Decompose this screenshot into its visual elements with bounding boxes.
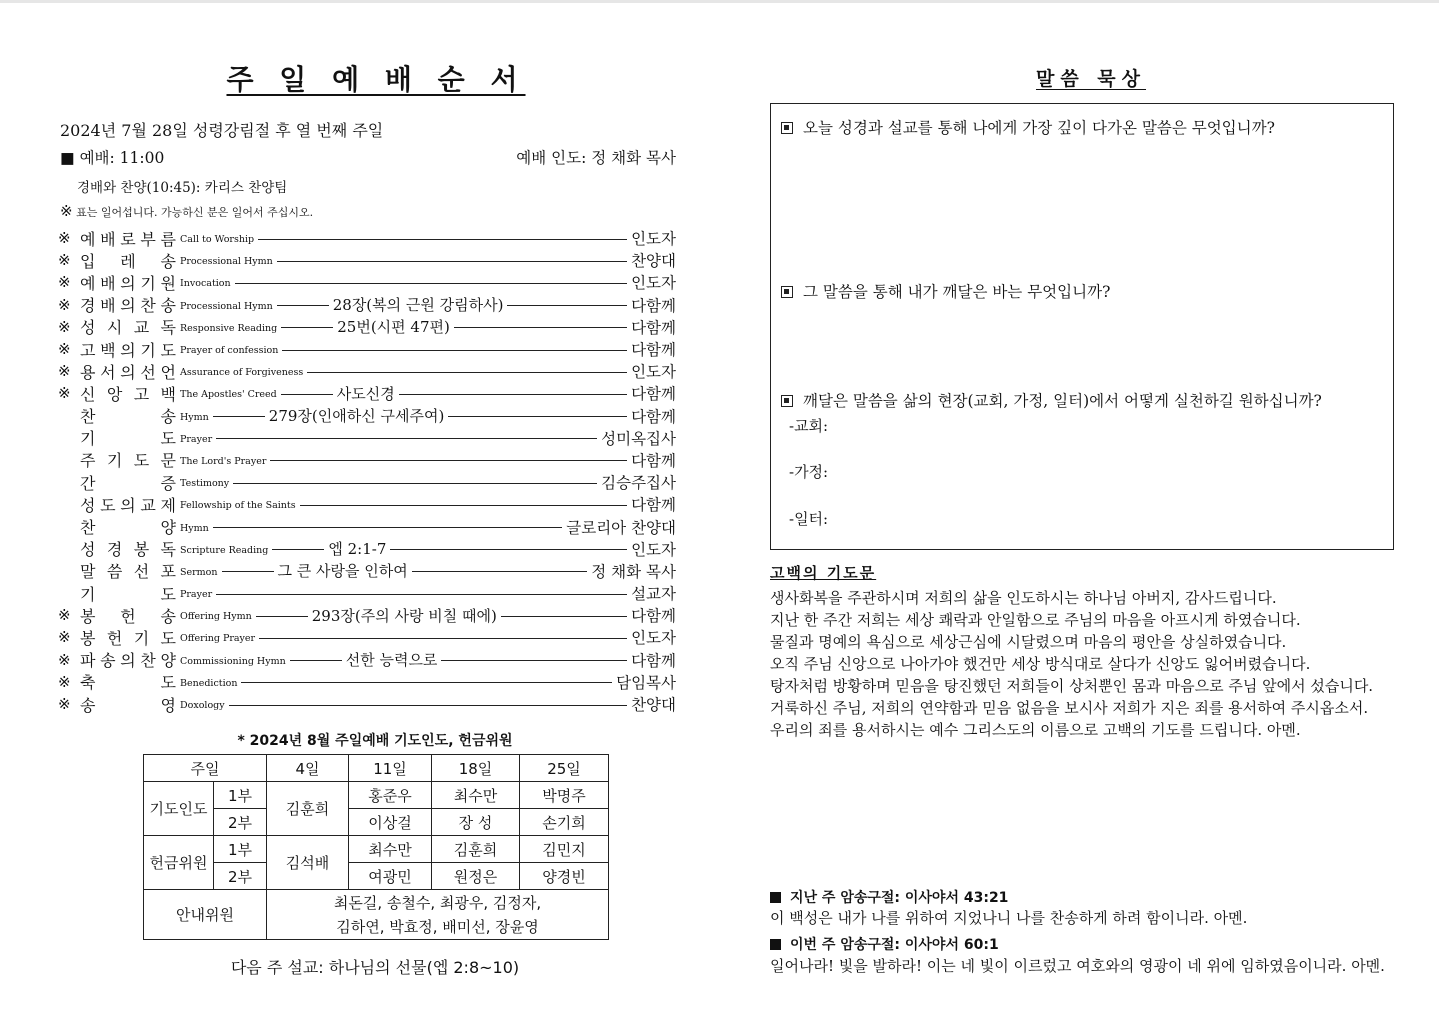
order-item-english: Benediction (180, 677, 238, 689)
prayer-line: 우리의 죄를 용서하시는 예수 그리스도의 이름으로 고백의 기도를 드립니다. 아멘. (770, 721, 1301, 739)
order-row (58, 560, 676, 582)
order-item-english: Offering Prayer (180, 633, 256, 645)
order-item-name: 봉 헌 기 도 (80, 628, 176, 648)
leader-line (256, 616, 308, 617)
table-cell: 홍준우 (349, 782, 432, 809)
question-text: 오늘 성경과 설교를 통해 나에게 가장 깊이 다가온 말씀은 무엇입니까? (803, 119, 1275, 137)
order-row (58, 249, 676, 271)
table-row (144, 890, 609, 940)
last-verse-heading (770, 887, 1008, 907)
order-item-english: Invocation (180, 278, 231, 290)
order-item-name: 찬 양 (80, 518, 176, 538)
leader-line (507, 305, 627, 306)
reference-mark-icon: ※ (58, 317, 71, 336)
order-item-name: 예 배 의 기 원 (80, 273, 176, 293)
reference-mark-icon: ※ (58, 695, 71, 714)
order-item-name: 성 시 교 독 (80, 318, 176, 338)
order-row (58, 671, 676, 693)
order-row (58, 227, 676, 249)
prayer-line: 지난 한 주간 저희는 세상 쾌락과 안일함으로 주님의 마음을 아프시게 하였습니다. (770, 611, 1301, 629)
leader-line (277, 305, 329, 306)
leader-line (281, 394, 333, 395)
praise-info: 경배와 찬양(10:45): 카리스 찬양팀 (77, 180, 288, 196)
order-item-role: 다함께 (631, 496, 676, 515)
checkbox-square-icon (781, 395, 793, 407)
question-text: 깨달은 말씀을 삶의 현장(교회, 가정, 일터)에서 어떻게 실천하길 원하십니까? (803, 392, 1322, 410)
top-border (0, 0, 1439, 3)
service-info (60, 146, 676, 168)
prayer-line: 거룩하신 주님, 저희의 연약함과 믿음 없음을 보시사 저희가 지은 죄를 용서하여 주시옵소서. (770, 699, 1369, 717)
order-item-role: 다함께 (631, 296, 676, 315)
ushers-line: 김하연, 박효정, 배미선, 장윤영 (336, 917, 539, 936)
order-item-name: 간 증 (80, 473, 176, 493)
order-item-detail: 293장(주의 사랑 비칠 때에) (311, 606, 497, 625)
leader-line (277, 261, 627, 262)
black-square-icon (770, 892, 781, 903)
order-item-name: 고 백 의 기 도 (80, 340, 176, 360)
order-item-detail: 사도신경 (336, 384, 395, 403)
order-item-english: Scripture Reading (180, 544, 269, 556)
table-cell: 1부 (214, 836, 267, 863)
order-item-role: 다함께 (631, 451, 676, 470)
order-item-role: 다함께 (631, 385, 676, 404)
order-row (58, 493, 676, 515)
table-cell: 박명주 (520, 782, 609, 809)
table-cell: 헌금위원 (144, 836, 214, 890)
last-verse-heading-text: 지난 주 암송구절: 이사야서 43:21 (790, 890, 1009, 906)
order-row (58, 471, 676, 493)
order-item-role: 다함께 (631, 607, 676, 626)
leader-line (216, 594, 627, 595)
table-row (144, 782, 609, 809)
this-verse-text: 일어나라! 빛을 발하라! 이는 네 빛이 이르렀고 여호와의 영광이 네 위에 임하였음이니라. 아멘. (770, 957, 1385, 975)
order-item-english: Assurance of Forgiveness (180, 367, 304, 379)
august-table-title: * 2024년 8월 주일예배 기도인도, 헌금위원 (237, 733, 513, 749)
order-item-role: 찬양대 (631, 696, 676, 715)
table-cell: 손기희 (520, 809, 609, 836)
leader-line (272, 549, 324, 550)
prayer-line: 오직 주님 신앙으로 나아가야 했건만 세상 방식대로 살다가 신앙도 잃어버렸습니다. (770, 655, 1311, 673)
order-row (58, 538, 676, 560)
order-row (58, 271, 676, 293)
this-verse-heading-text: 이번 주 암송구절: 이사야서 60:1 (790, 937, 999, 953)
leader-line (216, 438, 597, 439)
service-time: ■ 예배: 11:00 (60, 149, 165, 167)
order-item-detail: 28장(복의 근원 강림하사) (332, 296, 504, 315)
order-item-role: 다함께 (631, 407, 676, 426)
table-cell: 김훈희 (432, 836, 520, 863)
meditation-box (770, 103, 1394, 550)
order-row (58, 582, 676, 604)
leader-line (270, 460, 627, 461)
leader-line (399, 394, 627, 395)
table-header-row (144, 755, 609, 782)
order-row (58, 449, 676, 471)
august-schedule-table (143, 754, 609, 940)
stand-note-text: 표는 일어섭니다. 가능하신 분은 일어서 주십시오. (76, 206, 314, 219)
order-item-name: 경 배 의 찬 송 (80, 296, 176, 316)
church-answer-label: -교회: (789, 417, 829, 435)
order-item-detail: 선한 능력으로 (345, 651, 438, 670)
question-2 (781, 280, 1110, 302)
next-sermon: 다음 주 설교: 하나님의 선물(엡 2:8~10) (230, 958, 520, 977)
order-item-role: 담임목사 (616, 673, 676, 692)
leader-line (222, 571, 274, 572)
reference-mark-icon: ※ (58, 362, 71, 381)
page-title: 주 일 예 배 순 서 (226, 63, 526, 96)
leader-line (213, 416, 265, 417)
table-cell: 2부 (214, 863, 267, 890)
order-item-role: 김승주집사 (601, 474, 676, 493)
order-item-name: 성 도 의 교 제 (80, 495, 176, 515)
order-row (58, 382, 676, 404)
leader-line (241, 682, 612, 683)
order-item-role: 다함께 (631, 341, 676, 360)
ushers-line: 최돈길, 송철수, 최광우, 김정자, (333, 893, 542, 912)
reference-mark-icon: ※ (58, 295, 71, 314)
order-row (58, 316, 676, 338)
order-item-role: 찬양대 (631, 252, 676, 271)
table-cell: 1부 (214, 782, 267, 809)
prayer-title: 고백의 기도문 (770, 564, 877, 582)
table-cell: 2부 (214, 809, 267, 836)
table-cell: 양경빈 (520, 863, 609, 890)
order-item-role: 인도자 (631, 363, 676, 382)
prayer-line: 물질과 명예의 욕심으로 세상근심에 시달렸으며 마음의 평안을 상실하였습니다. (770, 633, 1287, 651)
order-item-name: 용 서 의 선 언 (80, 362, 176, 382)
order-item-detail: 279장(인애하신 구세주여) (268, 407, 445, 426)
leader-line (259, 638, 627, 639)
this-verse-heading (770, 934, 999, 954)
reference-mark-icon: ※ (58, 251, 71, 270)
table-row (144, 809, 609, 836)
leader-line (281, 327, 333, 328)
order-item-english: Hymn (180, 522, 209, 534)
black-square-icon (770, 939, 781, 950)
order-item-role: 다함께 (631, 651, 676, 670)
order-item-english: Prayer of confession (180, 345, 279, 357)
reference-mark-icon: ※ (58, 650, 71, 669)
work-answer-label: -일터: (789, 510, 829, 528)
reference-mark-icon: ※ (58, 340, 71, 359)
order-row (58, 405, 676, 427)
order-item-english: Processional Hymn (180, 300, 273, 312)
table-header: 4일 (267, 755, 349, 782)
table-cell: 최수만 (349, 836, 432, 863)
table-cell: 최수만 (432, 782, 520, 809)
table-header: 11일 (349, 755, 432, 782)
order-item-role: 인도자 (631, 540, 676, 559)
table-cell: 이상걸 (349, 809, 432, 836)
table-cell: 여광민 (349, 863, 432, 890)
order-item-name: 기 도 (80, 429, 176, 449)
order-item-name: 신 앙 고 백 (80, 384, 176, 404)
order-item-english: Processional Hymn (180, 256, 273, 268)
table-cell: 기도인도 (144, 782, 214, 836)
table-cell: 안내위원 (144, 890, 267, 940)
order-item-english: The Apostles' Creed (180, 389, 277, 401)
order-item-name: 봉 헌 송 (80, 606, 176, 626)
order-item-name: 입 레 송 (80, 251, 176, 271)
leader-line (412, 571, 588, 572)
order-row (58, 294, 676, 316)
order-item-role: 글로리아 찬양대 (566, 518, 676, 537)
order-item-role: 인도자 (631, 629, 676, 648)
home-answer-label: -가정: (789, 463, 829, 481)
leader-line (213, 527, 562, 528)
order-row (58, 338, 676, 360)
order-item-name: 송 영 (80, 695, 176, 715)
order-item-role: 정 채화 목사 (591, 562, 676, 581)
order-item-english: Responsive Reading (180, 322, 278, 334)
order-row (58, 360, 676, 382)
leader-line (448, 416, 627, 417)
confession-prayer (770, 587, 1430, 741)
checkbox-square-icon (781, 122, 793, 134)
order-row (58, 515, 676, 537)
order-row (58, 626, 676, 648)
leader-line (454, 327, 627, 328)
order-item-english: Testimony (180, 478, 230, 490)
leader-line (390, 549, 627, 550)
table-cell: 장 성 (432, 809, 520, 836)
meditation-title: 말씀 묵상 (1035, 68, 1147, 90)
question-text: 그 말씀을 통해 내가 깨달은 바는 무엇입니까? (803, 283, 1111, 301)
table-header: 25일 (520, 755, 609, 782)
reference-mark-icon: ※ (58, 273, 71, 292)
leader-line (300, 505, 627, 506)
reference-mark-icon: ※ (58, 606, 71, 625)
service-leader: 예배 인도: 정 채화 목사 (516, 149, 676, 167)
leader-line (290, 660, 342, 661)
order-item-detail: 25번(시편 47편) (337, 318, 450, 337)
order-item-name: 예 배 로 부 름 (80, 229, 176, 249)
order-item-english: Hymn (180, 411, 209, 423)
table-row (144, 863, 609, 890)
leader-line (233, 483, 597, 484)
order-item-name: 성 경 봉 독 (80, 540, 176, 560)
reference-mark-icon: ※ (60, 202, 73, 220)
leader-line (282, 350, 627, 351)
leader-line (235, 283, 627, 284)
order-row (58, 649, 676, 671)
order-row (58, 604, 676, 626)
order-row (58, 427, 676, 449)
reference-mark-icon: ※ (58, 384, 71, 403)
order-item-english: Prayer (180, 589, 213, 601)
leader-line (307, 372, 627, 373)
order-item-role: 다함께 (631, 318, 676, 337)
order-item-name: 기 도 (80, 584, 176, 604)
reference-mark-icon: ※ (58, 628, 71, 647)
table-cell: 원정은 (432, 863, 520, 890)
order-row (58, 693, 676, 715)
service-date: 2024년 7월 28일 성령강림절 후 열 번째 주일 (60, 121, 384, 140)
order-item-english: The Lord's Prayer (180, 455, 267, 467)
table-cell-ushers (267, 890, 609, 940)
order-item-role: 인도자 (631, 230, 676, 249)
leader-line (229, 705, 627, 706)
order-item-name: 주 기 도 문 (80, 451, 176, 471)
table-row (144, 836, 609, 863)
table-cell: 김훈희 (267, 782, 349, 836)
order-item-english: Doxology (180, 700, 225, 712)
table-cell: 김민지 (520, 836, 609, 863)
order-item-english: Commissioning Hymn (180, 655, 286, 667)
order-item-name: 파 송 의 찬 양 (80, 651, 176, 671)
prayer-line: 탕자처럼 방황하며 믿음을 탕진했던 저희들이 상처뿐인 몸과 마음으로 주님 앞에서 섰습니다. (770, 677, 1374, 695)
order-item-english: Offering Hymn (180, 611, 252, 623)
question-1 (781, 116, 1275, 138)
table-header: 18일 (432, 755, 520, 782)
order-item-english: Call to Worship (180, 234, 255, 246)
prayer-line: 생사화복을 주관하시며 저희의 삶을 인도하시는 하나님 아버지, 감사드립니다. (770, 589, 1277, 607)
last-verse-text: 이 백성은 내가 나를 위하여 지었나니 나를 찬송하게 하려 함이니라. 아멘. (770, 909, 1248, 927)
reference-mark-icon: ※ (58, 229, 71, 248)
order-item-name: 말 씀 선 포 (80, 562, 176, 582)
order-item-name: 찬 송 (80, 407, 176, 427)
reference-mark-icon: ※ (58, 672, 71, 691)
order-item-role: 성미옥집사 (601, 429, 676, 448)
order-of-worship (58, 227, 676, 715)
order-item-english: Prayer (180, 433, 213, 445)
order-item-english: Sermon (180, 566, 218, 578)
order-item-role: 설교자 (631, 585, 676, 604)
order-item-name: 축 도 (80, 673, 176, 693)
table-header: 주일 (144, 755, 267, 782)
leader-line (258, 239, 627, 240)
leader-line (441, 660, 627, 661)
leader-line (501, 616, 627, 617)
order-item-english: Fellowship of the Saints (180, 500, 296, 512)
question-3 (781, 389, 1322, 411)
order-item-detail: 엡 2:1-7 (328, 540, 387, 559)
table-cell: 김석배 (267, 836, 349, 890)
order-item-detail: 그 큰 사랑을 인하여 (277, 562, 408, 581)
stand-note (60, 202, 313, 220)
checkbox-square-icon (781, 286, 793, 298)
order-item-role: 인도자 (631, 274, 676, 293)
